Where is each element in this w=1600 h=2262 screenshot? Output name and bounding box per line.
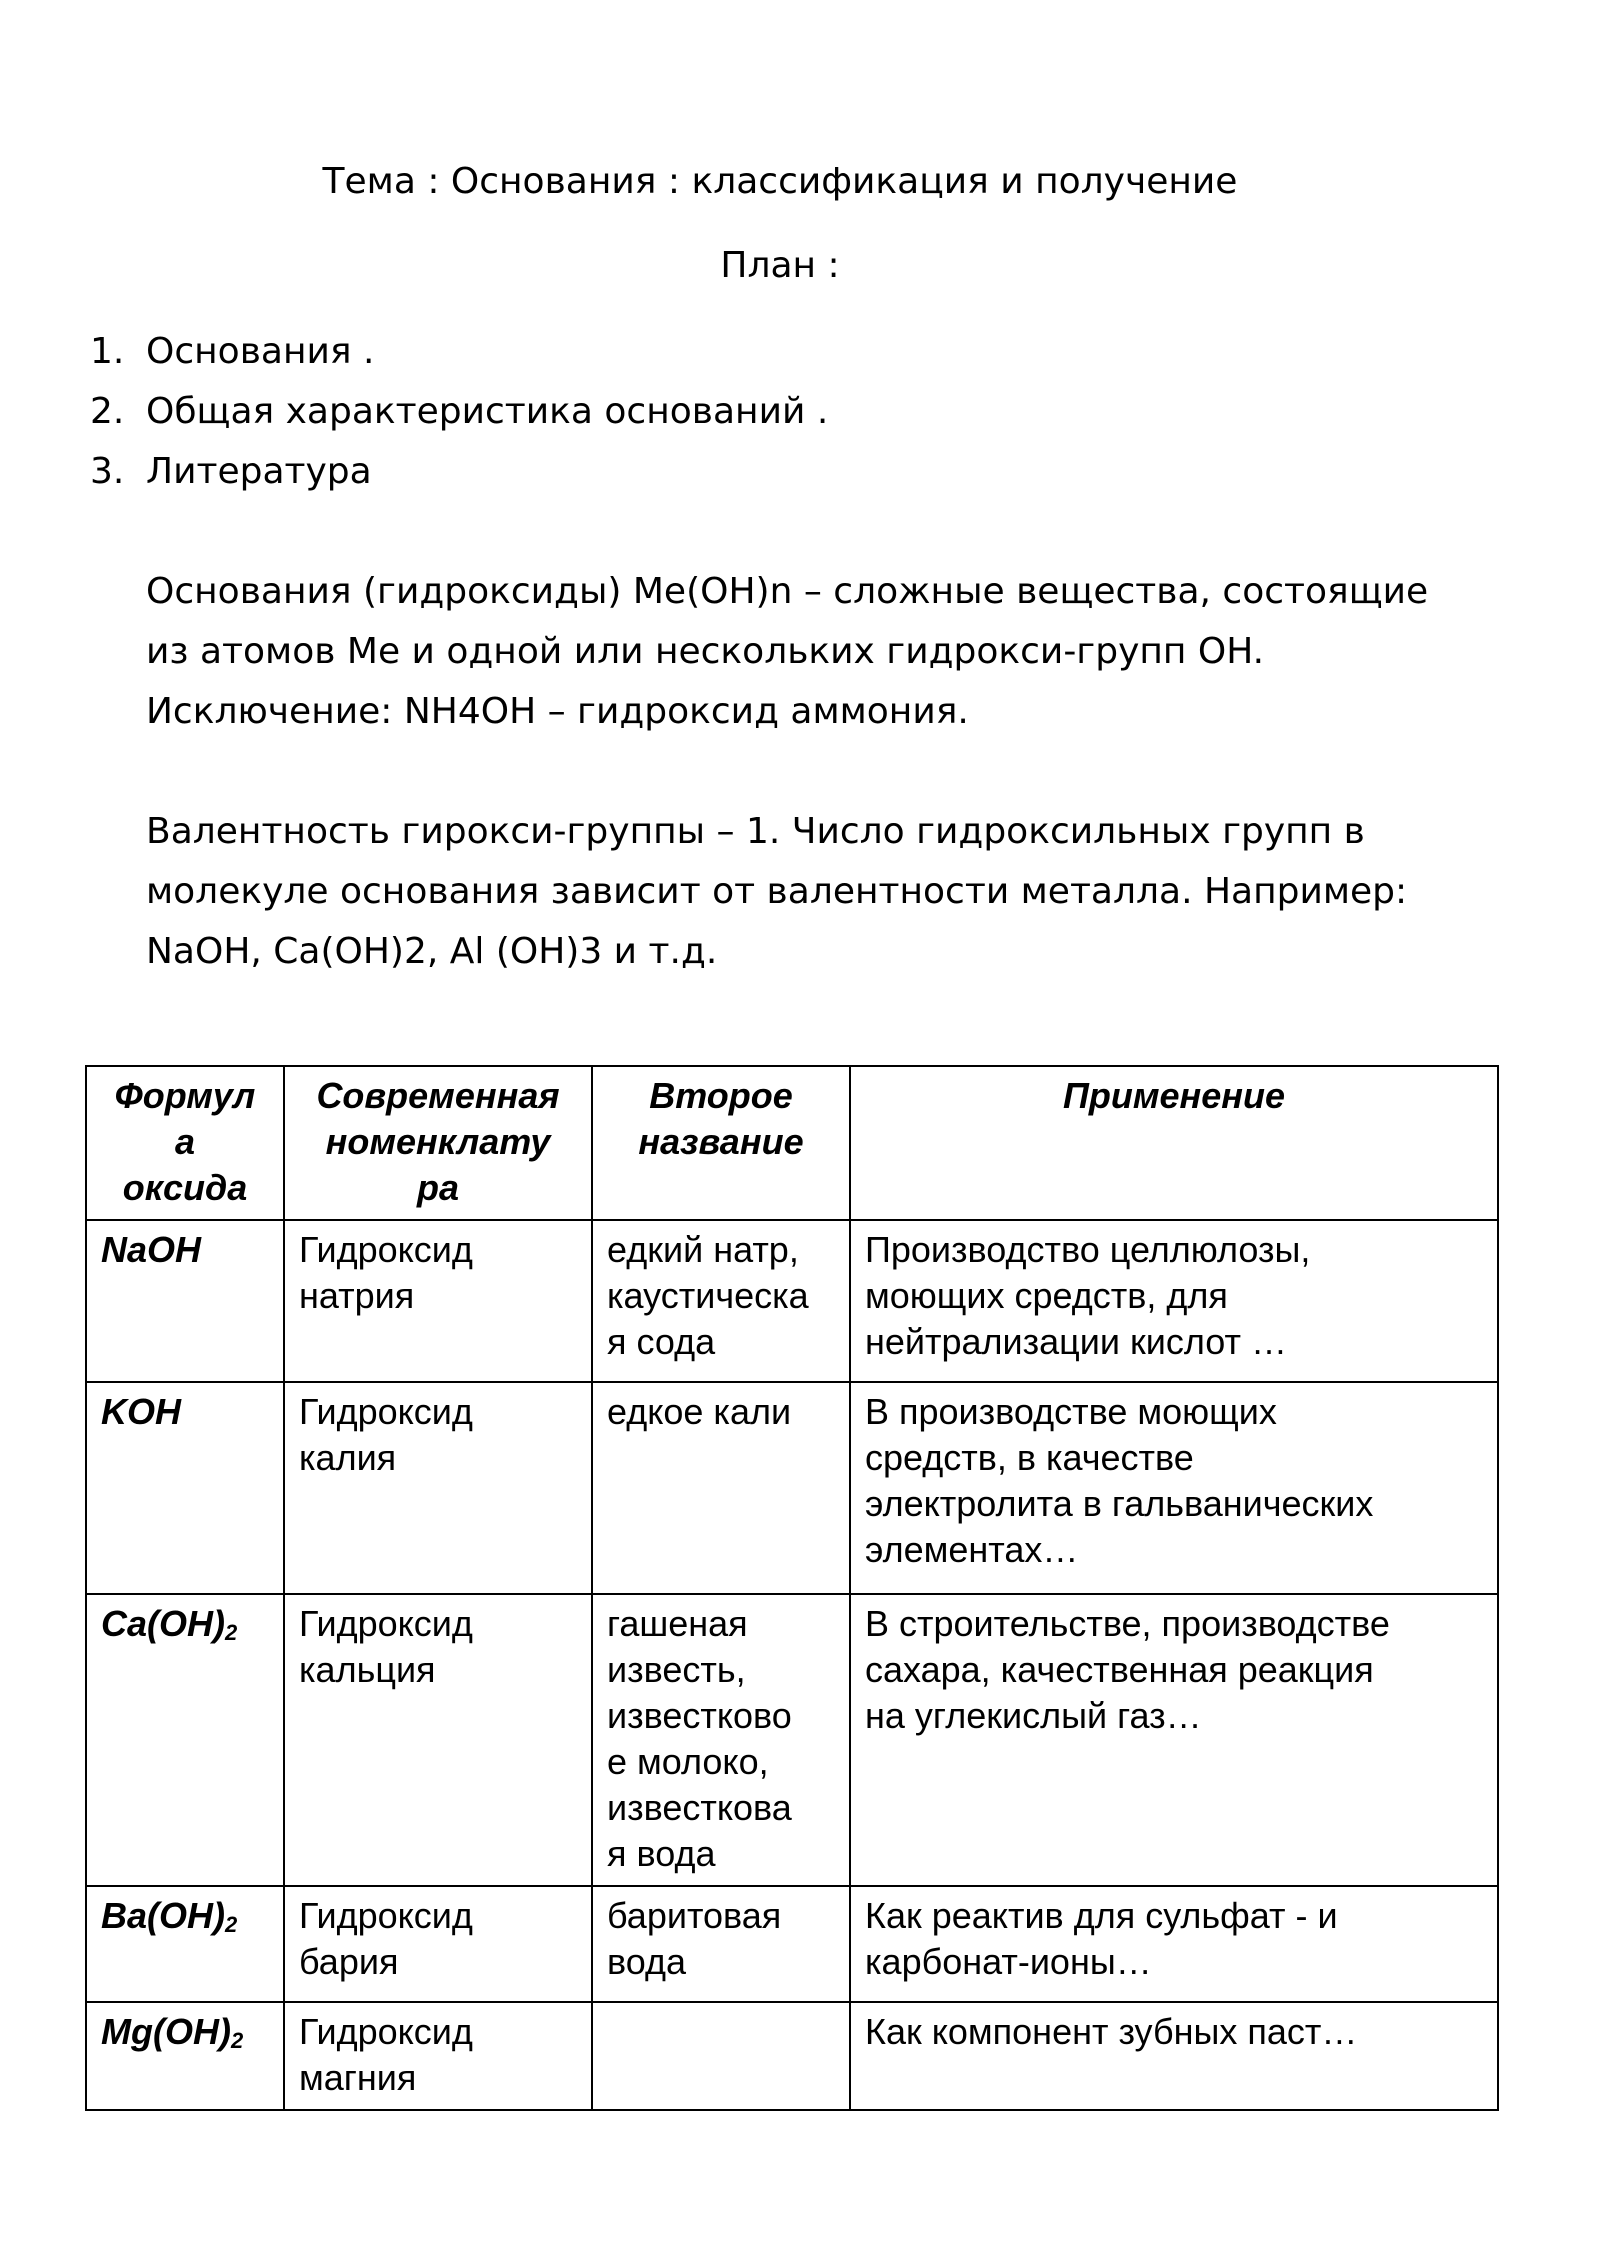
table-row	[86, 1594, 1498, 1886]
plan-item-text: Литература	[146, 451, 372, 492]
cell-line: нейтрализации кислот …	[865, 1321, 1288, 1362]
cell-line: ра	[416, 1167, 459, 1208]
cell-line: калия	[299, 1437, 397, 1478]
formula-text: NaOH	[101, 1229, 202, 1270]
cell-line: Формул	[114, 1075, 256, 1116]
formula-text: Ba(OH)	[101, 1895, 225, 1936]
plan-item-number: 2.	[90, 391, 125, 432]
header-nomenclature	[284, 1066, 592, 1220]
cell-line: баритовая	[607, 1895, 782, 1936]
nomenclature-cell	[284, 1382, 592, 1594]
header-formula	[86, 1066, 284, 1220]
formula-cell	[86, 1382, 284, 1594]
cell-line: Гидроксид	[299, 1391, 473, 1432]
cell-line: электролита в гальванических	[865, 1483, 1374, 1524]
cell-line: магния	[299, 2057, 417, 2098]
cell-line: известкова	[607, 1787, 792, 1828]
cell-line: вода	[607, 1941, 686, 1982]
usage-cell	[850, 1220, 1498, 1382]
nomenclature-cell	[284, 2002, 592, 2110]
cell-line: Производство целлюлозы,	[865, 1229, 1311, 1270]
cell-line: В строительстве, производстве	[865, 1603, 1390, 1644]
formula-cell	[86, 1220, 284, 1382]
cell-line: натрия	[299, 1275, 415, 1316]
formula-subscript: 2	[230, 2028, 244, 2053]
nomenclature-cell	[284, 1594, 592, 1886]
cell-line: гашеная	[607, 1603, 748, 1644]
paragraph-line: Основания (гидроксиды) Me(OH)n – сложные вещества, состоящие	[146, 571, 1429, 612]
bases-table	[85, 1065, 1499, 2111]
header-usage	[850, 1066, 1498, 1220]
nomenclature-cell	[284, 1220, 592, 1382]
cell-line: Современная	[316, 1075, 560, 1116]
cell-line: моющих средств, для	[865, 1275, 1228, 1316]
cell-line: каустическа	[607, 1275, 809, 1316]
cell-line: Как реактив для сульфат - и	[865, 1895, 1338, 1936]
paragraph-line: Исключение: NH4OH – гидроксид аммония.	[146, 691, 969, 732]
cell-line: В производстве моющих	[865, 1391, 1277, 1432]
second-name-cell	[592, 1886, 850, 2002]
paragraph-line: Валентность гирокси-группы – 1. Число гидроксильных групп в	[146, 811, 1365, 852]
plan-item-number: 1.	[90, 331, 125, 372]
usage-cell	[850, 1886, 1498, 2002]
table-row	[86, 1886, 1498, 2002]
cell-line: кальция	[299, 1649, 436, 1690]
plan-item	[90, 442, 828, 502]
cell-line: а	[174, 1121, 196, 1162]
cell-line: я вода	[607, 1833, 716, 1874]
cell-line: название	[638, 1121, 804, 1162]
nomenclature-cell	[284, 1886, 592, 2002]
formula-text: KOH	[101, 1391, 181, 1432]
cell-line: оксида	[122, 1167, 248, 1208]
plan-item-text: Основания .	[146, 331, 375, 372]
usage-cell	[850, 1594, 1498, 1886]
cell-line: Как компонент зубных паст…	[865, 2011, 1358, 2052]
cell-line: я сода	[607, 1321, 716, 1362]
usage-cell	[850, 2002, 1498, 2110]
cell-line: элементах…	[865, 1529, 1079, 1570]
formula-cell	[86, 1886, 284, 2002]
cell-line: Второе	[649, 1075, 793, 1116]
plan-item	[90, 322, 828, 382]
plan-item	[90, 382, 828, 442]
cell-line: карбонат-ионы…	[865, 1941, 1152, 1982]
cell-line: бария	[299, 1941, 399, 1982]
cell-line: едкое кали	[607, 1391, 792, 1432]
cell-line: на углекислый газ…	[865, 1695, 1202, 1736]
paragraph-line: из атомов Me и одной или нескольких гидрокси-групп OH.	[146, 631, 1265, 672]
cell-line: Гидроксид	[299, 1603, 473, 1644]
plan-heading: План :	[720, 245, 840, 286]
cell-line: известково	[607, 1695, 792, 1736]
second-name-cell	[592, 1220, 850, 1382]
second-name-cell	[592, 1594, 850, 1886]
cell-line: Гидроксид	[299, 1229, 473, 1270]
formula-subscript: 2	[225, 1620, 238, 1645]
cell-line: едкий натр,	[607, 1229, 799, 1270]
paragraph-line: NaOH, Ca(OH)2, Al (OH)3 и т.д.	[146, 931, 718, 972]
cell-line: известь,	[607, 1649, 746, 1690]
plan-list	[90, 322, 828, 502]
formula-cell	[86, 1594, 284, 1886]
header-second-name	[592, 1066, 850, 1220]
definition-paragraph	[146, 562, 1506, 742]
cell-line: Гидроксид	[299, 2011, 473, 2052]
cell-line: номенклату	[325, 1121, 551, 1162]
formula-text: Ca(OH)	[101, 1603, 225, 1644]
cell-line: Гидроксид	[299, 1895, 473, 1936]
document-title: Тема : Основания : классификация и получение	[322, 161, 1238, 202]
formula-text: Mg(OH)	[101, 2011, 231, 2052]
valence-paragraph	[146, 802, 1506, 982]
table-header-row	[86, 1066, 1498, 1220]
cell-line: е молоко,	[607, 1741, 769, 1782]
formula-subscript: 2	[225, 1912, 238, 1937]
cell-line: сахара, качественная реакция	[865, 1649, 1374, 1690]
table-row	[86, 2002, 1498, 2110]
table-row	[86, 1220, 1498, 1382]
formula-cell	[86, 2002, 284, 2110]
second-name-cell	[592, 1382, 850, 1594]
usage-cell	[850, 1382, 1498, 1594]
plan-item-text: Общая характеристика оснований .	[146, 391, 829, 432]
cell-line: Применение	[1062, 1075, 1286, 1116]
cell-line: средств, в качестве	[865, 1437, 1194, 1478]
plan-item-number: 3.	[90, 451, 125, 492]
paragraph-line: молекуле основания зависит от валентности металла. Например:	[146, 871, 1408, 912]
table-row	[86, 1382, 1498, 1594]
second-name-cell	[592, 2002, 850, 2110]
